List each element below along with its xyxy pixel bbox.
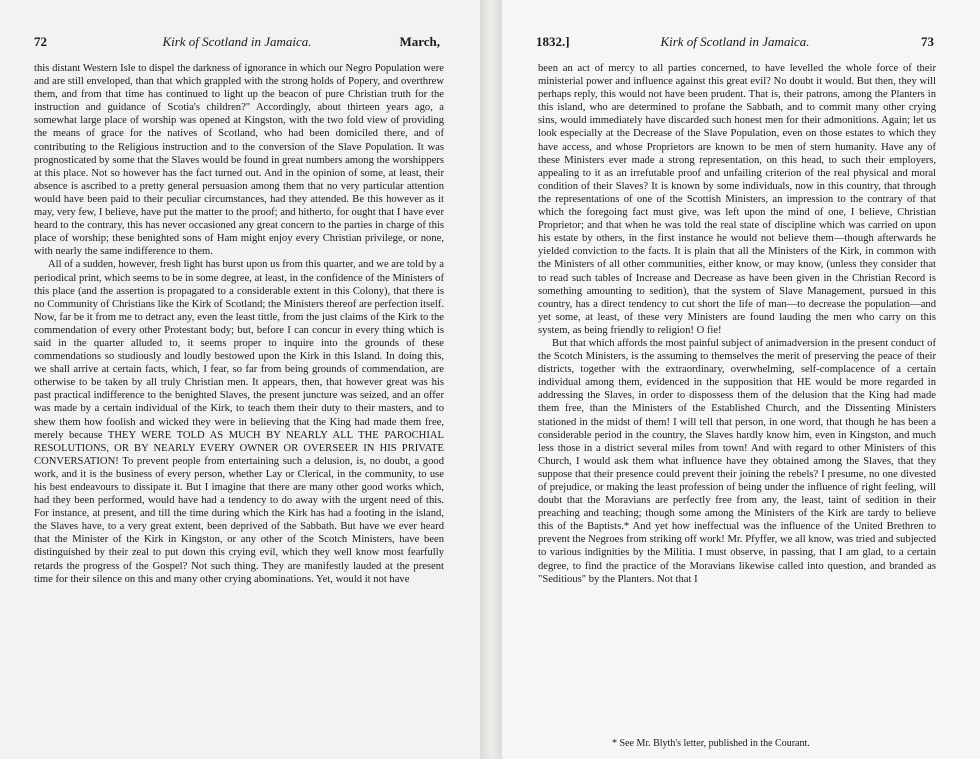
- right-page-header: [536, 34, 934, 50]
- left-page-header: [34, 34, 440, 50]
- left-page-number: 72: [34, 34, 47, 49]
- right-page: [502, 0, 980, 759]
- left-page: [0, 0, 480, 759]
- book-gutter: [480, 0, 502, 759]
- right-paragraph-1: been an act of mercy to all parties concerned, to have levelled the whole force of their ministerial power and influence against this great evil? No doubt it would. But then, they will perhaps reply, this would not have been prudent. That is, their patrons, among the Planters in this island, who are determined to profane the Sabbath, and to commit many other crying sins, would immediately have discarded such honest men for their admonitions. Again; let us look especially at the Decrease of the Slave Population, even on those estates to which they have access, and whose Proprietors are known to be men of stern humanity. Have any of these Ministers ever made a strong representation, on this head, to such their employers, appealing to it as an irrefutable proof and unfailing criterion of the real physical and moral condition of their Slaves? It is known by some individuals, now in this country, that through the representations of one of the Scottish Ministers, an impression to the contrary of that which the foregoing fact must give, was left upon the mind of one, I believe, Christian Proprietor; and that when he was told the real state of discipline which was carried on upon his estate by others, in the first instance he would not believe them—though afterwards he yielded conviction to the facts. It is plain that all the Ministers of the Kirk, in common with the Ministers of all other communities, either know, or may know, (unless they consider that to read such tables of Increase and Decrease as have been given in the Christian Record is something amounting to sedition), that the system of Slave Management, pursued in this country, has a direct tendency to cut short the life of man—to decrease the population—and yet some, at least, of these very Ministers are found lauding the men who carry on this system, as being friendly to religion! O fie!: [538, 63, 936, 336]
- left-paragraph-2: All of a sudden, however, fresh light has burst upon us from this quarter, and we are told by a periodical print, which seems to be in some degree, at least, in the confidence of the Ministers of this place (and the assertion is propagated to a considerable extent in this Colony), that there is no Community of Christians like the Kirk of Scotland; the Ministers thereof are perfection itself. Now, far be it from me to detract any, even the least tittle, from the just claims of the Kirk to the commendation of every other Protestant body; but, before I can concur in every thing which is said in the quarter alluded to, it seems proper to inquire into the grounds of these commendations so studiously and loudly bestowed upon the Kirk in this Island. In doing this, we shall arrive at certain facts, which, I fear, so far from being grounds of commendation, are otherwise to be taken by all truly Christian men. It appears, then, that however great was his past practical indifference to the benighted Slaves, the present juncture was seized, and an offer was made by a certain individual of the Kirk, to teach them their duty to their masters, and to shew them how foolish and wicked they were in believing that the King had made them free, merely because THEY WERE TOLD AS MUCH BY NEARLY ALL THE PAROCHIAL RESOLUTIONS, OR BY NEARLY EVERY OWNER OR OVERSEER IN HIS PRIVATE CONVERSATION! To prevent people from entertaining such a delusion, is, no doubt, a good work, and it is the business of every person, whether Lay or Clerical, in the community, to use his best endeavours to dissipate it. But I imagine that there are many other good works which, had they been performed, would have had a tendency to do away with the urgent need of this. For instance, at present, and till the time during which the Kirk has had a footing in the island, the Slaves have, to a very great extent, been deprived of the Sabbath. But have we ever heard that the Minister of the Kirk in Kingston, or any other of the Scotch Ministers, have been distinguished by their zeal to put down this crying evil, which they well know most fearfully retards the progress of the Gospel? Not such thing. They are manifestly lauded at the present time for their silence on this and many other crying abominations. Yet, would it not have: [34, 259, 444, 585]
- left-header-date: March,: [399, 34, 440, 49]
- right-running-title: Kirk of Scotland in Jamaica.: [660, 34, 810, 49]
- left-paragraph-1: this distant Western Isle to dispel the darkness of ignorance in which our Negro Population were and are still enveloped, than that which grappled with the strong holds of Popery, and overthrew them, and from that time has continued to light up the beacon of pure Christian truth for the instruction and guidance of Scotia's children?" Accordingly, about thirteen years ago, a somewhat large place of worship was opened at Kingston, with the two fold view of providing the means of grace for the natives of Scotland, who had been domiciled there, and of contributing to the Religious instruction and to the conversion of the Slave Population. It was prognosticated by some that the Slaves would be found in great numbers among the worshippers at this place. Not so however has the fact turned out. And in the opinion of some, at least, their absence is ascribed to a pretty general persuasion among them that no very particular attention would have been paid to their peculiar circumstances, had they attended. Be this however as it may, very few, I believe, have put the matter to the proof; and hitherto, for ought that I have ever heard to the contrary, this has never occasioned any great concern to the parties in charge of this place of worship; these benighted sons of Ham might enjoy every Christian privilege, or none, with nearly the same indifference to them.: [34, 63, 444, 258]
- left-page-body: [34, 62, 444, 586]
- right-page-body: [538, 62, 936, 586]
- left-running-title: Kirk of Scotland in Jamaica.: [162, 34, 312, 49]
- right-header-date: 1832.]: [536, 34, 570, 49]
- right-footnote: * See Mr. Blyth's letter, published in the Courant.: [612, 738, 810, 749]
- right-page-number: 73: [921, 34, 934, 49]
- right-paragraph-2: But that which affords the most painful subject of animadversion in the present conduct of the Scotch Ministers, is the assuming to themselves the merit of preserving the peace of their districts, together with the extraordinary, overwhelming, self-complacence of a certain individual among them, evidenced in the supposition that HE would be more regarded in addressing the Slaves, in order to dispossess them of the delusion that the King had made them free, than the Ministers of the Established Church, and the Dissenting Ministers stationed in the midst of them! I will tell that person, in one word, that though he has been a considerable period in the country, the Slaves hardly know him, even in Kingston, and much less those in a district several miles from town! And with regard to other Ministers of this Church, I would ask them what influence have they obtained among the Slaves, that they suppose that their presence could prevent their joining the rebels? I presume, no one divested of prejudice, or making the least profession of being under the influence of right feeling, will doubt that the Moravians are perfectly free from any, the least, taint of sedition in their preaching and teaching; though some among the Ministers of the Kirk are tardy to believe this of the Baptists.* And yet how ineffectual was the influence of the United Brethren to prevent the Negroes from striking off work! Mr. Pfyffer, we all know, was tried and subjected to various indignities by the Militia. I must observe, in passing, that I am glad, to a certain degree, to find the practice of the Moravians likewise called into question, and branded as "Seditious" by the Planters. Not that I: [538, 337, 936, 585]
